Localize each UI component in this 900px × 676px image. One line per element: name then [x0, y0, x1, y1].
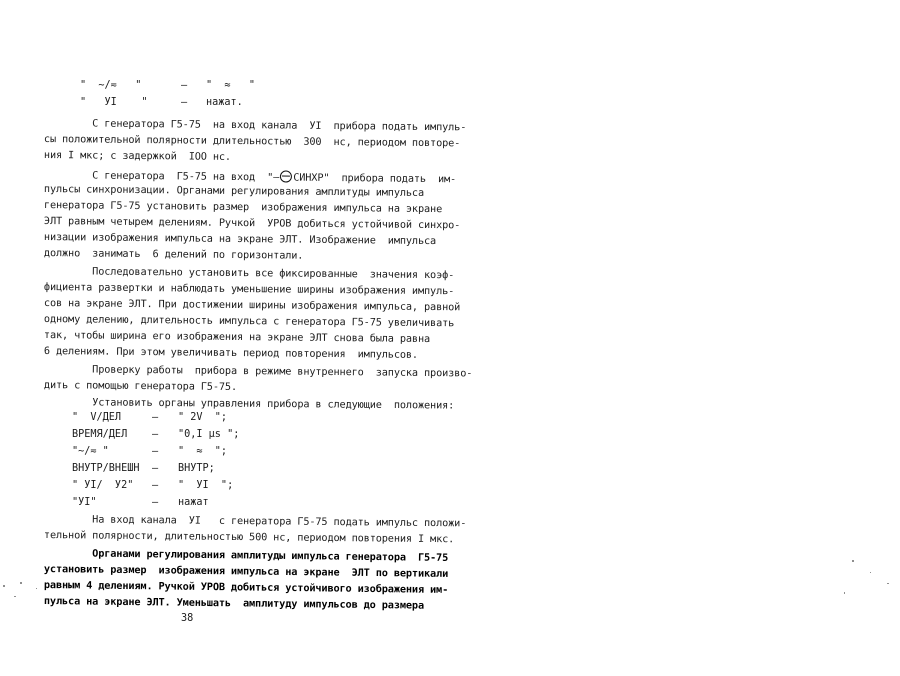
page-number: 38	[181, 613, 194, 624]
text-line: Органами регулирования амплитуды импульса генератора Г5-75	[43, 548, 449, 564]
settings-value: " 2V ";	[178, 412, 228, 423]
header-row-2-dash: –	[181, 97, 188, 108]
scan-speck	[14, 596, 16, 597]
text-line: равным 4 делениям. Ручкой УРОВ добиться устойчивого изображения им-	[43, 580, 449, 596]
settings-value: " УI ";	[178, 480, 234, 491]
header-row-1-control: " ~/≂ "	[80, 80, 142, 91]
settings-value: нажат	[178, 497, 209, 508]
text-line: дить с помощью генератора Г5-75.	[43, 380, 238, 394]
text-line: Последовательно установить все фиксированные значения коэф-	[43, 266, 455, 282]
settings-dash: –	[152, 480, 159, 491]
scan-speck	[36, 588, 37, 589]
text-line: пульсы синхронизации. Органами регулирования амплитуды импульса	[43, 184, 425, 199]
header-row-1-dash: –	[181, 80, 188, 91]
text-line: пульса на экране ЭЛТ. Уменьшать амплитуду импульсов до размера	[43, 596, 425, 612]
text-line: сы положительной полярности длительностью 300 нс, периодом повторе-	[43, 134, 461, 150]
settings-dash: –	[152, 463, 159, 474]
header-row-2-value: нажат.	[206, 97, 243, 108]
scan-speck	[852, 560, 854, 562]
text-line: сов на экране ЭЛТ. При достижении ширины изображения импульса, равной	[43, 298, 461, 314]
text-line: должно занимать 6 делений по горизонтали.	[43, 248, 304, 262]
text-line: так, чтобы ширина его изображения на экране ЭЛТ снова была равна	[43, 330, 431, 346]
text-line: фициента развертки и наблюдать уменьшение ширины изображения импуль-	[43, 282, 455, 298]
text-line: ЭЛТ равным четырем делениям. Ручкой УРОВ добиться устойчивой синхро-	[43, 216, 461, 232]
settings-control: "УI"	[72, 497, 97, 508]
scan-speck	[887, 583, 889, 584]
text-line: На вход канала УI с генератора Г5-75 подать импульс положи-	[43, 514, 467, 530]
scan-speck	[870, 572, 871, 573]
text-line	[44, 168, 456, 186]
sync-circle-icon	[280, 170, 292, 182]
settings-dash: –	[152, 497, 159, 508]
settings-value: " ≈ ";	[178, 446, 228, 457]
text-line: генератора Г5-75 установить размер изображения импульса на экране	[43, 200, 443, 216]
settings-value: "0,I μs ";	[178, 429, 240, 440]
header-row-1-value: " ≈ "	[206, 80, 256, 91]
text-line: низации изображения импульса на экране ЭЛТ. Изображение импульса	[43, 232, 437, 248]
text-line: Проверку работы прибора в режиме внутреннего запуска произво-	[43, 364, 473, 380]
text-fragment: СИНХР" прибора подать им-	[293, 172, 457, 186]
settings-control: " V/ДЕЛ	[72, 412, 122, 423]
paragraph-5: Установить органы управления прибора в следующие положения:	[43, 397, 455, 412]
text-line: тельной полярности, длительностью 500 нс, периодом повторения I мкс.	[43, 530, 455, 546]
header-row-2-control: " УI "	[80, 97, 148, 108]
text-line: С генератора Г5-75 на вход канала УI прибора подать импуль-	[43, 118, 467, 134]
scan-speck	[3, 585, 5, 587]
settings-control: ВНУТР/ВНЕШН	[72, 463, 140, 474]
settings-dash: –	[152, 429, 159, 440]
text-line: 6 делениям. При этом увеличивать период повторения импульсов.	[43, 346, 419, 361]
settings-control: "~/≂ "	[72, 446, 109, 457]
text-line: одному делению, длительность импульса с генератора Г5-75 увеличивать	[43, 314, 455, 330]
text-line: установить размер изображения импульса на экране ЭЛТ по вертикали	[43, 564, 449, 580]
scan-speck	[20, 582, 22, 584]
settings-dash: –	[152, 446, 159, 457]
scan-speck	[844, 592, 845, 594]
settings-dash: –	[152, 412, 159, 423]
text-line: ния I мкс; с задержкой IOO нс.	[43, 150, 232, 163]
settings-control: " УI/ У2"	[72, 480, 134, 491]
text-fragment: С генератора Г5-75 на вход "–	[43, 169, 280, 184]
settings-control: ВРЕМЯ/ДЕЛ	[72, 429, 128, 440]
settings-value: ВНУТР;	[178, 463, 215, 474]
